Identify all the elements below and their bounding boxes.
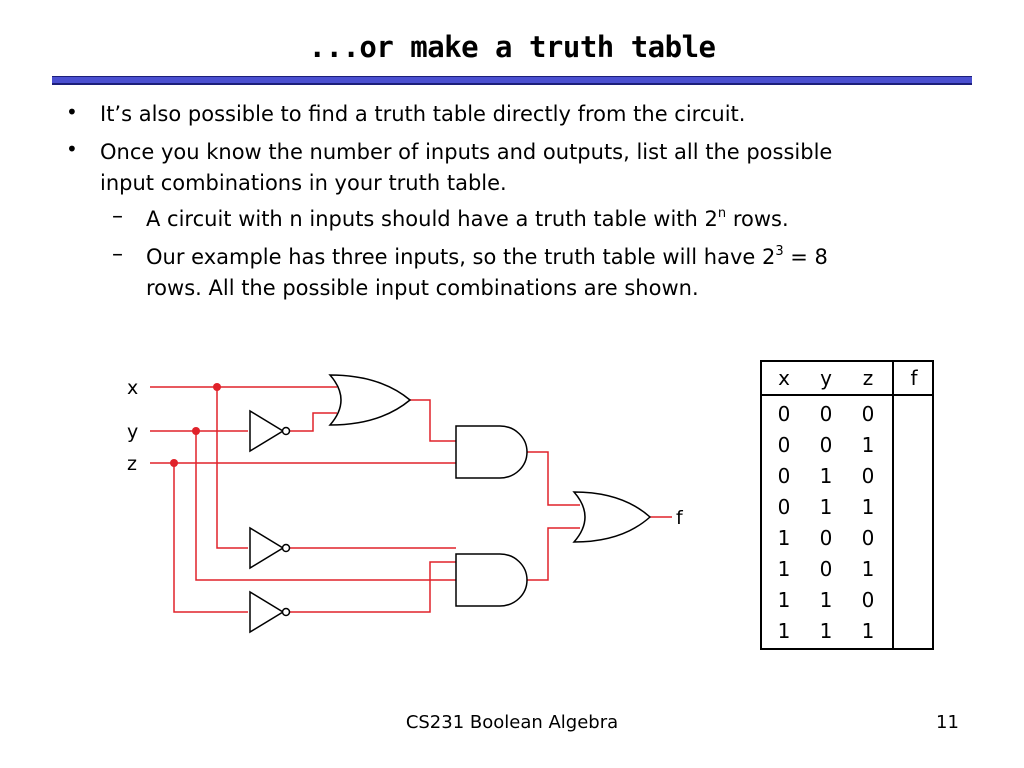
cell-x: 0 — [777, 402, 791, 426]
and-gate-2 — [456, 554, 527, 606]
not-gate-x-bubble — [283, 545, 290, 552]
cell-z: 1 — [861, 557, 875, 581]
bullet-2-line-1: Once you know the number of inputs and outputs, list all the possible — [100, 140, 833, 164]
and-gate-1 — [456, 426, 527, 478]
cell-x: 0 — [777, 495, 791, 519]
sub-bullet-marker: – — [112, 204, 123, 229]
cell-y: 0 — [819, 557, 833, 581]
cell-x: 1 — [777, 619, 791, 643]
bullet-marker: • — [66, 100, 78, 124]
cell-z: 0 — [861, 526, 875, 550]
bullet-marker: • — [66, 137, 78, 161]
output-label-f: f — [676, 507, 683, 529]
cell-x: 1 — [777, 588, 791, 612]
footer-course-title: CS231 Boolean Algebra — [405, 712, 619, 733]
sub-bullet-1-after: rows. — [726, 207, 789, 231]
sub-bullet-2-after: = 8 — [783, 245, 828, 269]
cell-x: 0 — [777, 433, 791, 457]
cell-x: 1 — [777, 557, 791, 581]
sub-bullet-2-before: Our example has three inputs, so the truth table will have 2 — [146, 245, 776, 269]
cell-z: 0 — [861, 464, 875, 488]
truth-table — [760, 360, 934, 650]
not-gate-x — [250, 528, 283, 568]
header-y: y — [820, 366, 832, 390]
cell-z: 1 — [861, 495, 875, 519]
sub-bullet-2-exponent: 3 — [775, 244, 784, 259]
cell-y: 0 — [819, 433, 833, 457]
sub-bullet-marker: – — [112, 242, 123, 267]
cell-y: 0 — [819, 526, 833, 550]
cell-z: 1 — [861, 433, 875, 457]
cell-y: 0 — [819, 402, 833, 426]
cell-y: 1 — [819, 495, 833, 519]
or-gate-2 — [574, 492, 650, 542]
cell-z: 0 — [861, 588, 875, 612]
input-label-x: x — [127, 377, 139, 399]
slide-title: ...or make a truth table — [308, 30, 716, 64]
sub-bullet-2-line-2: rows. All the possible input combinations are shown. — [146, 276, 699, 300]
bullet-1-text: It’s also possible to find a truth table directly from the circuit. — [100, 102, 746, 126]
header-f: f — [910, 366, 918, 390]
cell-y: 1 — [819, 619, 833, 643]
sub-bullet-1-exponent: n — [717, 206, 727, 221]
cell-x: 0 — [777, 464, 791, 488]
not-gate-y-bubble — [283, 428, 290, 435]
sub-bullet-1-before: A circuit with n inputs should have a truth table with 2 — [146, 207, 718, 231]
cell-z: 0 — [861, 402, 875, 426]
or-gate-1 — [330, 375, 410, 425]
input-label-z: z — [127, 453, 137, 475]
bullet-2-line-2: input combinations in your truth table. — [100, 171, 507, 195]
header-z: z — [862, 366, 874, 390]
cell-z: 1 — [861, 619, 875, 643]
page-number: 11 — [936, 712, 959, 733]
cell-y: 1 — [819, 588, 833, 612]
header-x: x — [778, 366, 790, 390]
not-gate-y — [250, 411, 283, 451]
not-gate-z — [250, 592, 283, 632]
cell-x: 1 — [777, 526, 791, 550]
cell-y: 1 — [819, 464, 833, 488]
not-gate-z-bubble — [283, 609, 290, 616]
input-label-y: y — [127, 421, 139, 443]
truth-table-output-separator — [892, 362, 894, 648]
